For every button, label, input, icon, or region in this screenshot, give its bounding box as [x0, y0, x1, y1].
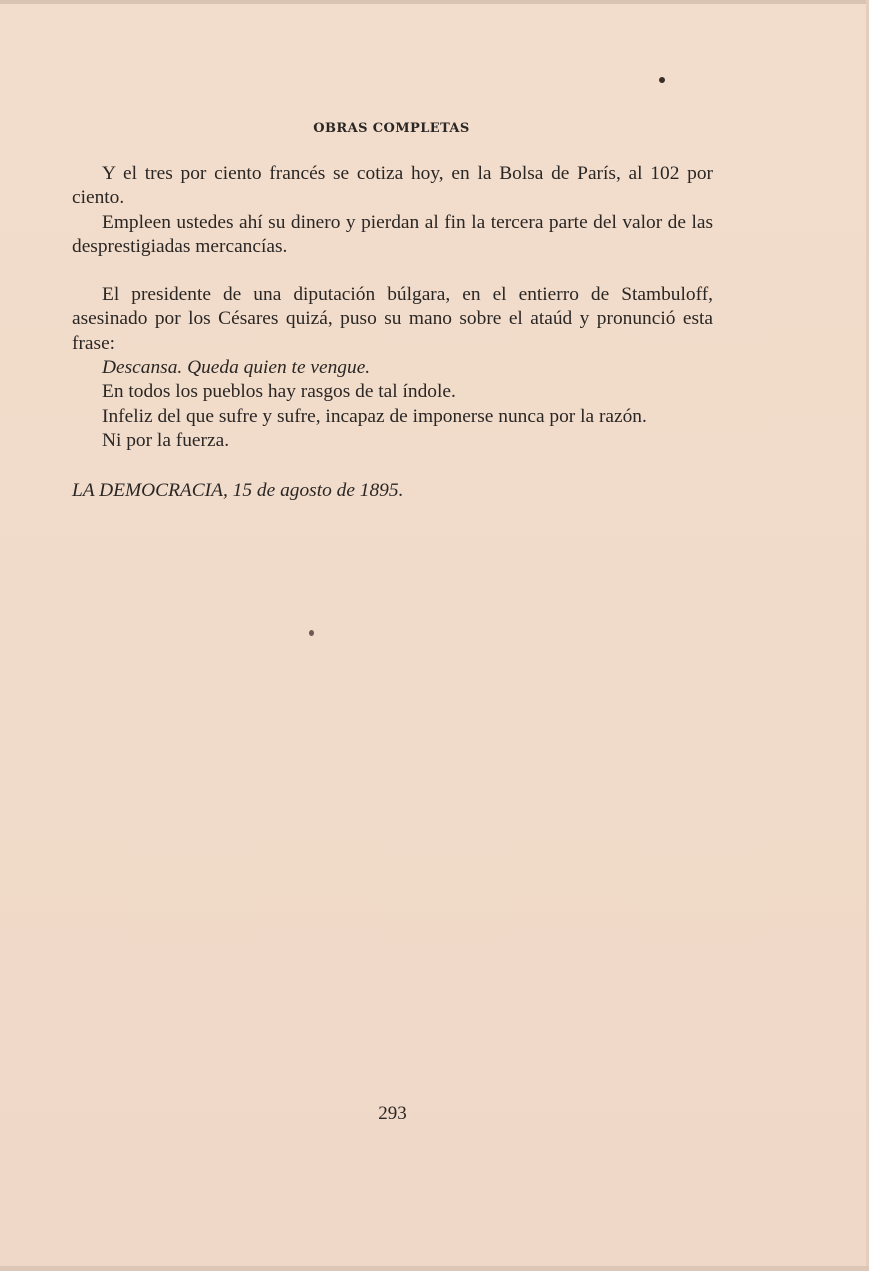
- running-head: OBRAS COMPLETAS: [313, 121, 470, 136]
- paragraph-6: Infeliz del que sufre y sufre, incapaz de imponerse nunca por la razón.: [102, 405, 647, 427]
- source-signature: LA DEMOCRACIA, 15 de agosto de 1895.: [72, 480, 404, 501]
- paragraph-4: [72, 356, 713, 380]
- ink-speck: [659, 77, 665, 83]
- paragraph-7: Ni por la fuerza.: [102, 429, 230, 451]
- paragraph-5: En todos los pueblos hay rasgos de tal índole.: [102, 381, 456, 403]
- paragraph-3: El presidente de una diputación búlgara, en el entierro de Stambuloff, asesinado por los Césares quizá, puso su mano sobre el ataúd y pronunció esta frase:: [72, 284, 713, 354]
- page-top-edge: [0, 0, 869, 4]
- paragraph-1: Y el tres por ciento francés se cotiza hoy, en la Bolsa de París, al 102 por ciento.: [72, 163, 713, 209]
- page-bottom-edge: [0, 1266, 869, 1271]
- paragraph-2: Empleen ustedes ahí su dinero y pierdan al fin la tercera parte del valor de las desprestigiadas mercancías.: [72, 211, 713, 257]
- paragraph-gap: [72, 259, 713, 283]
- ink-speck: [309, 630, 314, 636]
- article-body: [72, 162, 713, 453]
- quoted-phrase: Descansa. Queda quien te vengue.: [102, 357, 371, 379]
- page-number: 293: [378, 1103, 407, 1124]
